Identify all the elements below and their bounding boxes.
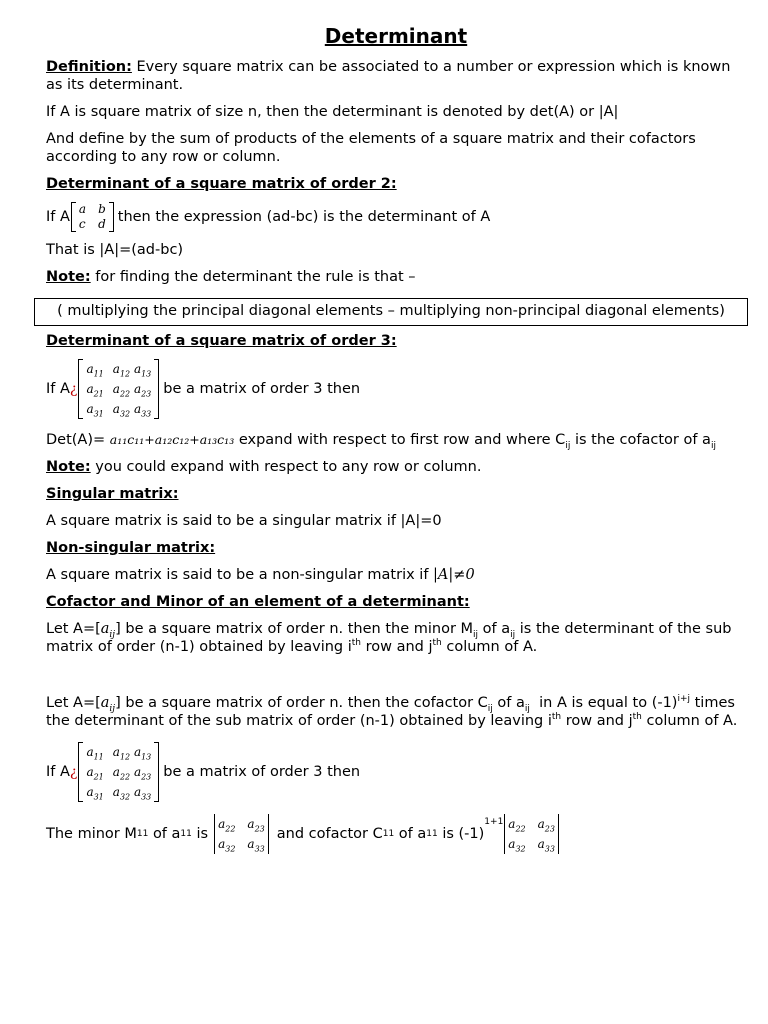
det-expansion-line: Det(A)= a₁₁c₁₁+a₁₂c₁₂+a₁₃c₁₃ expand with respect to first row and where $C_{ij}$ is the cofactor of $a_{ij}$ bbox=[46, 432, 716, 451]
matrix-entry: $a_{33}$ bbox=[537, 837, 555, 854]
matrix-entry: d bbox=[98, 217, 106, 231]
order2-if-line bbox=[46, 202, 746, 232]
matrix-entry: $a_{12}$ $a_{13}$ bbox=[112, 362, 152, 379]
cofactor-if-line: If A ¿ $a_{11}$ $a_{12}$ $a_{13}$ $a_{21}$ $a_{22}$ $a_{23}$ $a_{31}$ $a_{32}$ $a_{33}$ be a matrix of order 3 then bbox=[46, 742, 746, 802]
order3-suffix: be a matrix of order 3 then bbox=[163, 381, 361, 397]
note1-paragraph bbox=[46, 268, 746, 286]
note2-label: Note: bbox=[46, 459, 91, 475]
order3-heading: Determinant of a square matrix of order 3: bbox=[46, 333, 397, 349]
document-page bbox=[46, 24, 746, 854]
order3-if-prefix: If A bbox=[46, 381, 70, 397]
definition-paragraph bbox=[46, 58, 746, 94]
matrix-entry: $a_{22}$ $a_{23}$ bbox=[112, 765, 152, 782]
minor-definition: Let $A=[a_{ij}]$ be a square matrix of order n. then the minor $M_{ij}$ of $a_{ij}$ is the determinant of the sub matrix of order (n-1) obtained by leaving $i^{th}$ row and $j^{th}$ column of A. bbox=[46, 621, 732, 655]
order3-if-line bbox=[46, 359, 746, 419]
singular-heading: Singular matrix: bbox=[46, 486, 179, 502]
nonsingular-expr: |A|≠0 bbox=[433, 567, 475, 583]
matrix-entry: $a_{21}$ bbox=[86, 765, 104, 782]
page-title: Determinant bbox=[324, 24, 468, 48]
matrix-entry: $a_{32}$ bbox=[508, 837, 526, 854]
order2-if-suffix: then the expression (ad-bc) is the determinant of A bbox=[117, 209, 491, 225]
matrix-entry: b bbox=[98, 202, 106, 216]
definition-text: Every square matrix can be associated to a number or expression which is known as its determinant. bbox=[46, 59, 731, 93]
matrix-entry: $a_{33}$ bbox=[247, 837, 265, 854]
det-prefix: Det(A)= bbox=[46, 432, 106, 448]
order2-that-is: That is |A|=(ad-bc) bbox=[46, 242, 184, 258]
inverted-question-glyph: ¿ bbox=[69, 381, 78, 397]
matrix-entry: $a_{23}$ bbox=[247, 817, 265, 834]
nonsingular-paragraph bbox=[46, 566, 746, 584]
define-line: And define by the sum of products of the elements of a square matrix and their cofactors according to any row or column. bbox=[46, 131, 696, 165]
matrix-entry: $a_{32}$ $a_{33}$ bbox=[112, 402, 152, 419]
matrix-entry: $a_{31}$ bbox=[86, 402, 104, 419]
note2-paragraph bbox=[46, 458, 746, 476]
cofactor-minor-heading: Cofactor and Minor of an element of a determinant: bbox=[46, 594, 470, 610]
order2-if-prefix: If A bbox=[46, 209, 70, 225]
matrix-entry: $a_{11}$ bbox=[86, 745, 104, 762]
inverted-question-glyph: ¿ bbox=[69, 764, 78, 780]
det-expression: a₁₁c₁₁+a₁₂c₁₂+a₁₃c₁₃ bbox=[109, 432, 235, 447]
order2-heading: Determinant of a square matrix of order 2: bbox=[46, 176, 397, 192]
matrix-entry: $a_{21}$ bbox=[86, 382, 104, 399]
cofactor-definition: Let $A=[a_{ij}]$ be a square matrix of order n. then the cofactor $C_{ij}$ of $a_{ij}$ in A is equal to $(-1)^{i+j}$ times the determinant of the sub matrix of order (n-1) obtained by leaving $i^{th}$ row and $j^{th}$ column of A. bbox=[46, 694, 738, 729]
matrix-entry: $a_{32}$ bbox=[218, 837, 236, 854]
definition-label: Definition: bbox=[46, 59, 132, 75]
matrix-entry: a bbox=[78, 202, 87, 216]
matrix-entry: $a_{12}$ $a_{13}$ bbox=[112, 745, 152, 762]
rule-box: ( multiplying the principal diagonal elements – multiplying non-principal diagonal elements) bbox=[34, 298, 748, 326]
matrix-entry: $a_{11}$ bbox=[86, 362, 104, 379]
singular-text: A square matrix is said to be a singular matrix if |A|=0 bbox=[46, 513, 442, 529]
cofactor-order3-matrix bbox=[78, 742, 159, 802]
matrix-entry: $a_{32}$ $a_{33}$ bbox=[112, 785, 152, 802]
cofactor-determinant bbox=[504, 814, 559, 854]
matrix-entry: $a_{23}$ bbox=[537, 817, 555, 834]
notation-line: If A is square matrix of size n, then the determinant is denoted by det(A) or |A| bbox=[46, 104, 619, 120]
order2-matrix bbox=[71, 202, 114, 232]
matrix-entry: $a_{22}$ bbox=[218, 817, 236, 834]
minor-determinant bbox=[214, 814, 269, 854]
matrix-entry: $a_{31}$ bbox=[86, 785, 104, 802]
minor-cofactor-example-line: The minor M 11 of a 11 is $a_{22}$ $a_{23}$ $a_{32}$ $a_{33}$ and cofactor C 11 of a 11 is (-1) 1+1 $a_{22}$ $a_{23}$ $a_{32}$ $a_{33}$ bbox=[46, 814, 746, 854]
matrix-entry: c bbox=[78, 217, 86, 231]
note1-label: Note: bbox=[46, 269, 91, 285]
note2-text: you could expand with respect to any row or column. bbox=[95, 459, 482, 475]
matrix-entry: $a_{22}$ bbox=[508, 817, 526, 834]
nonsingular-text: A square matrix is said to be a non-singular matrix if bbox=[46, 567, 429, 583]
matrix-entry: $a_{22}$ $a_{23}$ bbox=[112, 382, 152, 399]
order3-matrix bbox=[78, 359, 159, 419]
note1-text: for finding the determinant the rule is that – bbox=[95, 269, 416, 285]
nonsingular-heading: Non-singular matrix: bbox=[46, 540, 216, 556]
